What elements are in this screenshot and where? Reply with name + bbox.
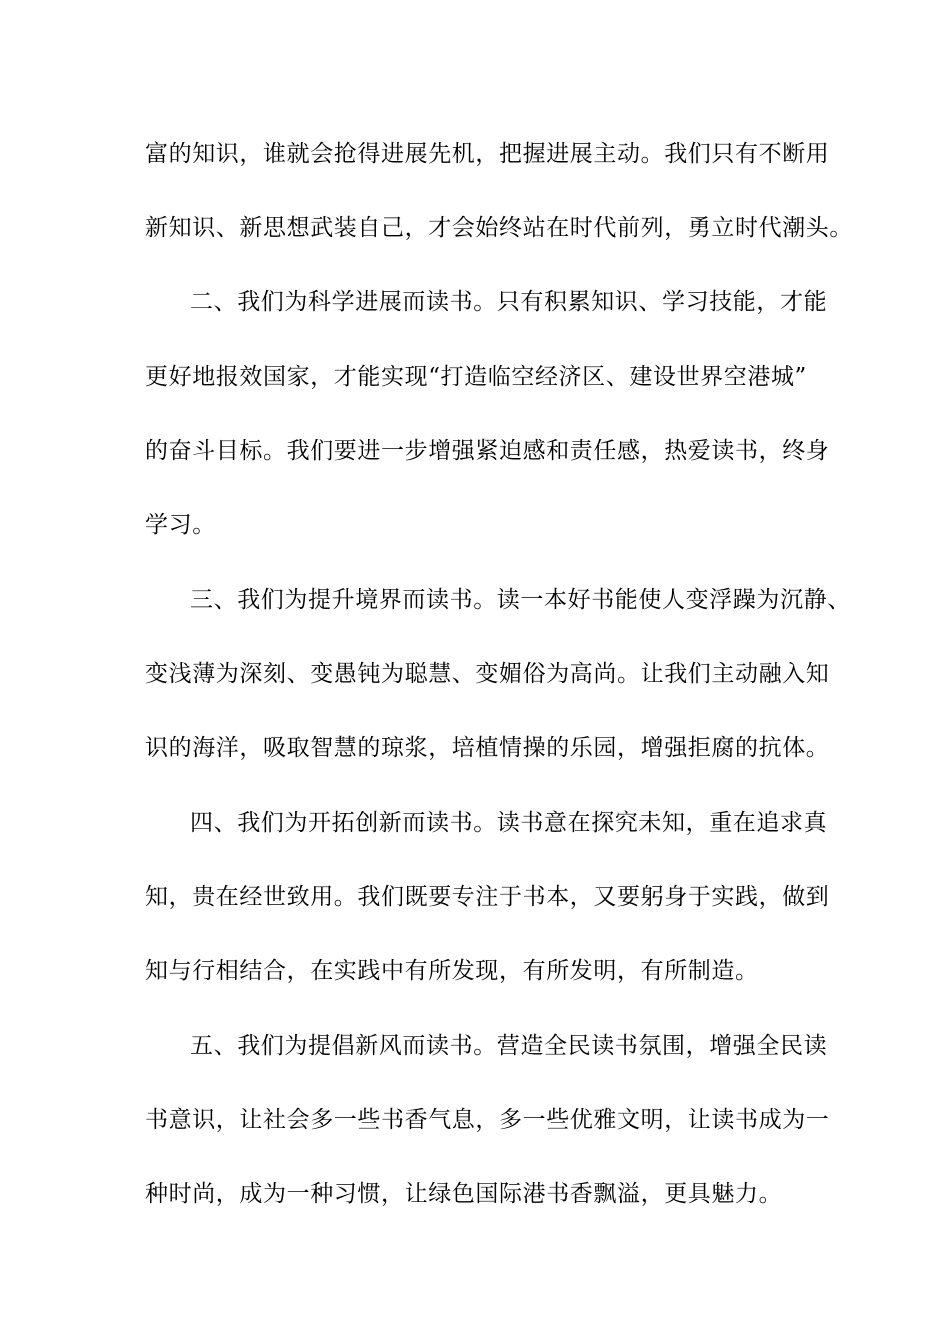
- text-line: 识的海洋，吸取智慧的琼浆，培植情操的乐园，增强拒腐的抗体。: [145, 735, 830, 761]
- text-line: 知与行相结合，在实践中有所发现，有所发明，有所制造。: [145, 958, 759, 984]
- paragraph-5-first-line: 五、我们为提倡新风而读书。营造全民读书氛围，增强全民读: [190, 1033, 828, 1059]
- paragraph-4-first-line: 四、我们为开拓创新而读书。读书意在探究未知，重在追求真: [190, 810, 828, 836]
- text-line: 知，贵在经世致用。我们既要专注于书本，又要躬身于实践，做到: [145, 884, 830, 910]
- text-line: 种时尚，成为一种习惯，让绿色国际港书香飘溢，更具魅力。: [145, 1181, 783, 1207]
- text-line: 书意识，让社会多一些书香气息，多一些优雅文明，让读书成为一: [145, 1107, 830, 1133]
- text-line: 富的知识，谁就会抢得进展先机，把握进展主动。我们只有不断用: [145, 141, 830, 167]
- text-line: 学习。: [145, 512, 216, 538]
- paragraph-2-first-line: 二、我们为科学进展而读书。只有积累知识、学习技能，才能: [190, 289, 828, 315]
- text-line: 新知识、新思想武装自己，才会始终站在时代前列，勇立时代潮头。: [145, 215, 853, 241]
- text-line: 变浅薄为深刻、变愚钝为聪慧、变媚俗为高尚。让我们主动融入知: [145, 661, 830, 687]
- paragraph-3-first-line: 三、我们为提升境界而读书。读一本好书能使人变浮躁为沉静、: [190, 587, 851, 613]
- text-line: 的奋斗目标。我们要进一步增强紧迫感和责任感，热爱读书，终身: [145, 438, 830, 464]
- text-line: 更好地报效国家，才能实现“打造临空经济区、建设世界空港城”: [145, 364, 807, 390]
